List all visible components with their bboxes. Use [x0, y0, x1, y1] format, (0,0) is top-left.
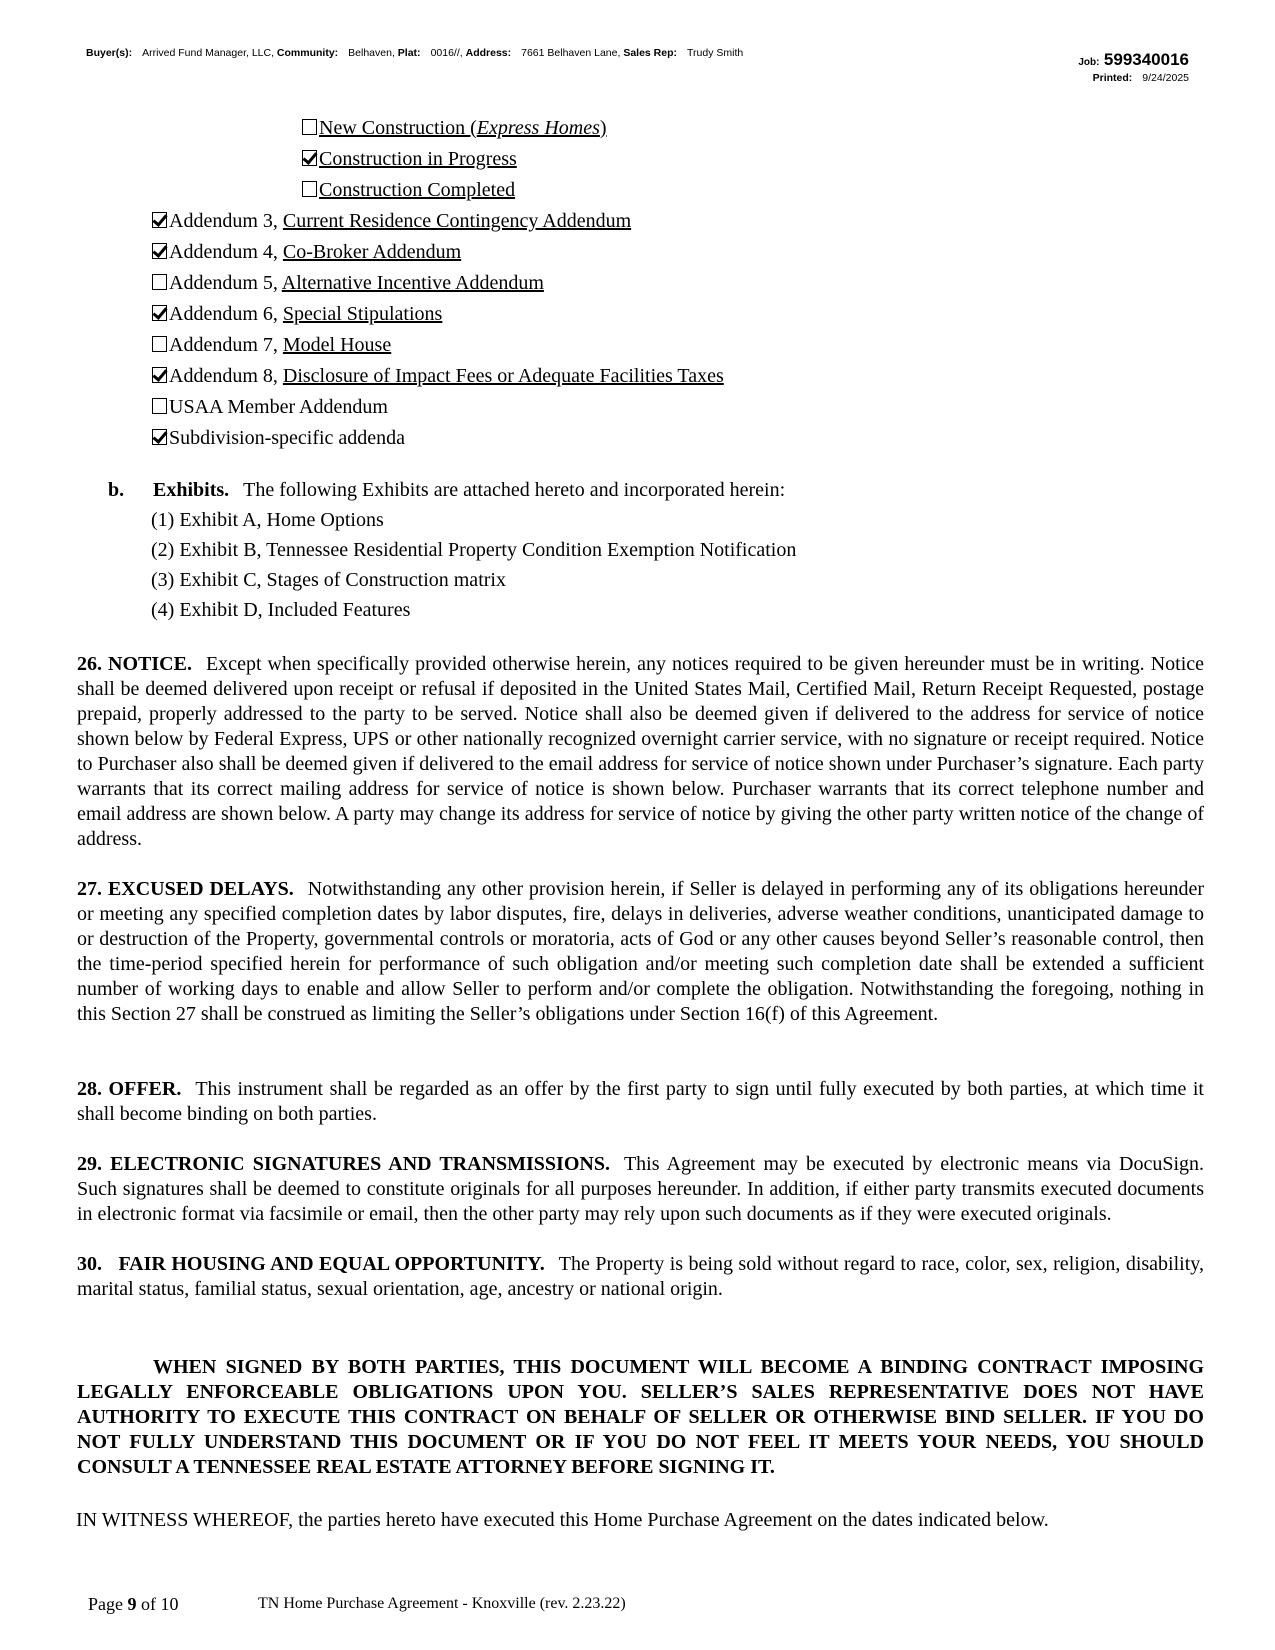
job-number: 599340016 — [1103, 50, 1189, 69]
section-28-body: This instrument shall be regarded as an offer by the first party to sign until fully executed by both parties, at which time it shall become binding on both parties. — [77, 1078, 1204, 1125]
job-label: Job: — [1078, 57, 1100, 68]
checkbox-addendum-7[interactable] — [152, 336, 167, 352]
addendum-6-prefix: Addendum 6, — [169, 303, 283, 325]
section-26-title: 26. NOTICE. — [77, 653, 192, 675]
addendum-subdivision — [152, 426, 405, 450]
printed-date: 9/24/2025 — [1142, 72, 1189, 84]
buyer-label: Buyer(s): — [86, 47, 133, 59]
checkbox-construction-in-progress[interactable] — [302, 150, 317, 166]
addendum-usaa-label: USAA Member Addendum — [169, 396, 388, 418]
section-30-fair-housing — [77, 1252, 1209, 1302]
page-word: Page — [88, 1594, 123, 1614]
binding-contract-warning: WHEN SIGNED BY BOTH PARTIES, THIS DOCUMENT WILL BECOME A BINDING CONTRACT IMPOSING LEGALLY ENFORCEABLE OBLIGATIONS UPON YOU. SELLER’S SALES REPRESENTATIVE DOES NOT HAVE AUTHORITY TO EXECUTE THIS CONTRACT ON BEHALF OF SELLER OR OTHERWISE BIND SELLER. IF YOU DO NOT FULLY UNDERSTAND THIS DOCUMENT OR IF YOU DO NOT FEEL IT MEETS YOUR NEEDS, YOU SHOULD CONSULT A TENNESSEE REAL ESTATE ATTORNEY BEFORE SIGNING IT. — [77, 1356, 1204, 1478]
page-number — [88, 1594, 179, 1614]
addendum-7-title: Model House — [282, 334, 392, 356]
job-info — [1078, 50, 1189, 84]
exhibits-title: Exhibits. — [153, 479, 230, 501]
community-name: Belhaven, — [348, 47, 395, 59]
section-29-electronic-signatures — [77, 1152, 1204, 1227]
addendum-5-title: Alternative Incentive Addendum — [281, 272, 544, 294]
option-construction-completed-label: Construction Completed — [319, 179, 516, 201]
option-new-construction-italic: Express Homes — [476, 117, 600, 139]
of-word: of — [141, 1594, 156, 1614]
checkbox-addendum-3[interactable] — [152, 212, 167, 228]
exhibit-item: (2) Exhibit B, Tennessee Residential Property Condition Exemption Notification — [151, 539, 797, 561]
section-29-title: 29. ELECTRONIC SIGNATURES AND TRANSMISSIONS. — [77, 1153, 610, 1175]
buyer-name: Arrived Fund Manager, LLC, — [142, 47, 274, 59]
addendum-4-prefix: Addendum 4, — [169, 241, 283, 263]
exhibit-item: (4) Exhibit D, Included Features — [151, 599, 411, 621]
option-new-construction-label: New Construction ( — [319, 117, 477, 139]
addendum-subdivision-label: Subdivision-specific addenda — [169, 427, 406, 449]
checkbox-addendum-8[interactable] — [152, 367, 167, 383]
section-30-body: The Property is being sold without regard to race, color, sex, religion, disability, marital status, familial status, sexual orientation, age, ancestry or national origin. — [77, 1253, 1209, 1300]
sales-rep-name: Trudy Smith — [687, 47, 744, 59]
exhibit-item: (3) Exhibit C, Stages of Construction matrix — [151, 569, 506, 591]
exhibits-letter: b. — [108, 479, 125, 501]
addendum-usaa — [152, 395, 388, 419]
checkbox-addendum-6[interactable] — [152, 305, 167, 321]
exhibit-item: (1) Exhibit A, Home Options — [151, 509, 384, 531]
community-label: Community: — [276, 47, 339, 59]
addendum-8-prefix: Addendum 8, — [169, 365, 283, 387]
addendum-4 — [152, 240, 461, 264]
addendum-6 — [152, 302, 442, 326]
section-30-title: 30. FAIR HOUSING AND EQUAL OPPORTUNITY. — [77, 1253, 545, 1275]
section-27-title: 27. EXCUSED DELAYS. — [77, 878, 294, 900]
plat-label: Plat: — [397, 47, 421, 59]
section-27-body: Notwithstanding any other provision herein, if Seller is delayed in performing any of its obligations hereunder or meeting any specified completion dates by labor disputes, fire, delays in deliveries, adverse weather conditions, unanticipated damage to or destruction of the Property, governmental controls or moratoria, acts of God or any other causes beyond Seller’s reasonable control, then the time-period specified herein for performance of such obligation and/or meeting such completion date shall be extended a sufficient number of working days to enable and allow Seller to perform and/or complete the obligation. Notwithstanding the foregoing, nothing in this Section 27 shall be construed as limiting the Seller’s obligations under Section 16(f) of this Agreement. — [77, 878, 1205, 1025]
section-26-notice — [77, 652, 1204, 852]
address-label: Address: — [465, 47, 512, 59]
addendum-6-title: Special Stipulations — [282, 303, 443, 325]
option-construction-in-progress-label: Construction in Progress — [319, 148, 517, 170]
exhibits-intro: The following Exhibits are attached hereto and incorporated herein: — [243, 479, 786, 501]
page-footer — [88, 1594, 626, 1615]
checkbox-addendum-4[interactable] — [152, 243, 167, 259]
form-name: TN Home Purchase Agreement - Knoxville (rev. 2.23.22) — [258, 1595, 626, 1612]
addendum-3-prefix: Addendum 3, — [169, 210, 283, 232]
section-28-title: 28. OFFER. — [77, 1078, 182, 1100]
addendum-7 — [152, 333, 391, 357]
addendum-5 — [152, 271, 544, 295]
addendum-7-prefix: Addendum 7, — [169, 334, 283, 356]
checkbox-new-construction[interactable] — [302, 119, 317, 135]
exhibits-heading — [108, 478, 785, 502]
option-new-construction — [302, 116, 607, 140]
section-26-body: Except when specifically provided otherwise herein, any notices required to be given hereunder must be in writing. Notice shall be deemed delivered upon receipt or refusal if deposited in the United States Mail, Certified Mail, Return Receipt Requested, postage prepaid, properly addressed to the party to be served. Notice shall also be deemed given if delivered to the address for service of notice shown below by Federal Express, UPS or other nationally recognized overnight carrier service, with no signature or receipt required. Notice to Purchaser also shall be deemed given if delivered to the email address for service of notice shown under Purchaser’s signature. Each party warrants that its correct mailing address for service of notice is shown below. Purchaser warrants that its correct telephone number and email address are shown below. A party may change its address for service of notice by giving the other party written notice of the change of address. — [77, 653, 1205, 850]
checkbox-construction-completed[interactable] — [302, 181, 317, 197]
section-29-body: This Agreement may be executed by electronic means via DocuSign. Such signatures shall be deemed to constitute originals for all purposes hereunder. In addition, if either party transmits executed documents in electronic format via facsimile or email, then the other party may rely upon such documents as if they were executed originals. — [77, 1153, 1205, 1225]
checkbox-addendum-5[interactable] — [152, 274, 167, 290]
addendum-5-prefix: Addendum 5, — [169, 272, 282, 294]
address-value: 7661 Belhaven Lane, — [521, 47, 621, 59]
section-28-offer — [77, 1077, 1204, 1127]
sales-rep-label: Sales Rep: — [623, 47, 678, 59]
option-construction-completed — [302, 178, 515, 202]
page-total: 10 — [160, 1594, 179, 1614]
header-buyer-info — [86, 47, 743, 59]
page-current: 9 — [127, 1594, 137, 1614]
checkbox-addendum-subdivision[interactable] — [152, 429, 167, 445]
addendum-8-title: Disclosure of Impact Fees or Adequate Facilities Taxes — [282, 365, 724, 387]
addendum-4-title: Co-Broker Addendum — [282, 241, 462, 263]
plat-value: 0016//, — [430, 47, 463, 59]
addendum-8 — [152, 364, 724, 388]
option-new-construction-end: ) — [599, 117, 607, 139]
option-construction-in-progress — [302, 147, 517, 171]
checkbox-addendum-usaa[interactable] — [152, 398, 167, 414]
addendum-3 — [152, 209, 631, 233]
section-27-excused-delays — [77, 877, 1204, 1027]
addendum-3-title: Current Residence Contingency Addendum — [282, 210, 632, 232]
witness-statement: IN WITNESS WHEREOF, the parties hereto have executed this Home Purchase Agreement on the dates indicated below. — [76, 1509, 1049, 1531]
printed-label: Printed: — [1092, 72, 1133, 84]
